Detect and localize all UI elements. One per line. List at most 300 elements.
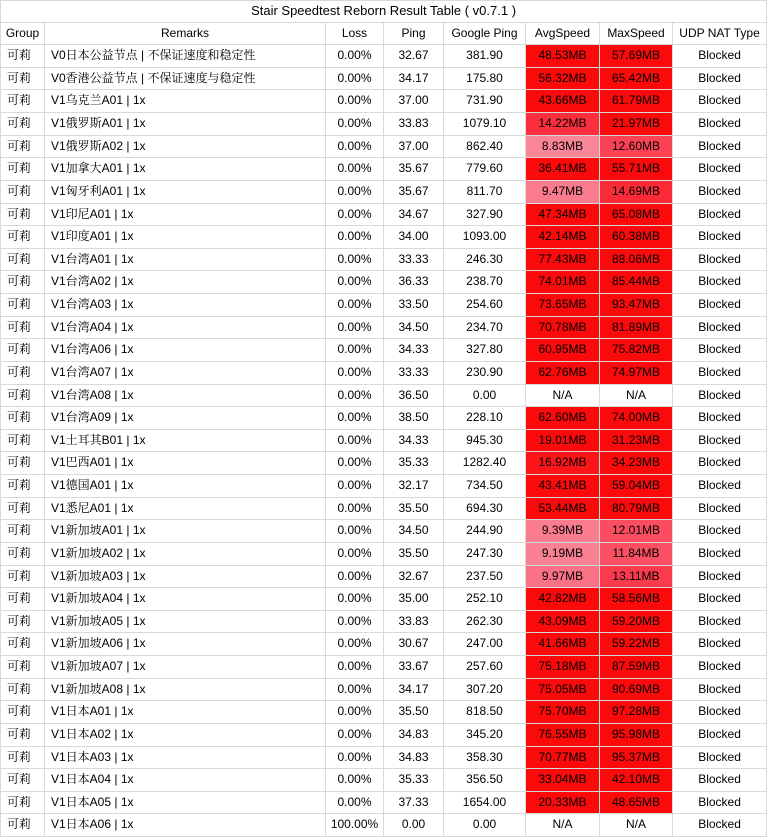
cell-loss: 0.00% — [326, 588, 384, 611]
cell-remarks: V1日本A06 | 1x — [45, 814, 326, 837]
cell-google_ping: 246.30 — [444, 248, 526, 271]
cell-google_ping: 1093.00 — [444, 226, 526, 249]
cell-group: 可莉 — [1, 814, 45, 837]
table-row — [1, 67, 767, 90]
col-header-loss: Loss — [326, 22, 384, 45]
cell-udp_nat_type: Blocked — [673, 158, 767, 181]
cell-loss: 0.00% — [326, 701, 384, 724]
cell-udp_nat_type: Blocked — [673, 316, 767, 339]
cell-ping: 33.67 — [384, 656, 444, 679]
table-row — [1, 407, 767, 430]
cell-max_speed: N/A — [600, 814, 673, 837]
cell-max_speed: 12.01MB — [600, 520, 673, 543]
cell-ping: 37.00 — [384, 90, 444, 113]
cell-google_ping: 238.70 — [444, 271, 526, 294]
cell-loss: 0.00% — [326, 678, 384, 701]
cell-group: 可莉 — [1, 271, 45, 294]
cell-udp_nat_type: Blocked — [673, 814, 767, 837]
cell-avg_speed: 74.01MB — [526, 271, 600, 294]
cell-remarks: V1新加坡A02 | 1x — [45, 542, 326, 565]
cell-group: 可莉 — [1, 633, 45, 656]
cell-loss: 0.00% — [326, 475, 384, 498]
cell-loss: 0.00% — [326, 294, 384, 317]
cell-avg_speed: 62.60MB — [526, 407, 600, 430]
cell-ping: 35.50 — [384, 542, 444, 565]
cell-avg_speed: 36.41MB — [526, 158, 600, 181]
cell-loss: 0.00% — [326, 135, 384, 158]
table-row — [1, 180, 767, 203]
cell-ping: 34.17 — [384, 678, 444, 701]
cell-remarks: V1台湾A09 | 1x — [45, 407, 326, 430]
cell-group: 可莉 — [1, 113, 45, 136]
cell-group: 可莉 — [1, 769, 45, 792]
cell-ping: 35.67 — [384, 180, 444, 203]
cell-remarks: V1巴西A01 | 1x — [45, 452, 326, 475]
cell-google_ping: 244.90 — [444, 520, 526, 543]
table-row — [1, 113, 767, 136]
cell-loss: 0.00% — [326, 45, 384, 68]
title-row — [1, 1, 767, 23]
cell-avg_speed: 43.09MB — [526, 610, 600, 633]
cell-max_speed: 11.84MB — [600, 542, 673, 565]
cell-group: 可莉 — [1, 565, 45, 588]
cell-udp_nat_type: Blocked — [673, 407, 767, 430]
table-row — [1, 791, 767, 814]
cell-ping: 36.33 — [384, 271, 444, 294]
cell-remarks: V1新加坡A04 | 1x — [45, 588, 326, 611]
cell-group: 可莉 — [1, 723, 45, 746]
cell-udp_nat_type: Blocked — [673, 67, 767, 90]
cell-udp_nat_type: Blocked — [673, 610, 767, 633]
cell-max_speed: 34.23MB — [600, 452, 673, 475]
table-row — [1, 226, 767, 249]
cell-group: 可莉 — [1, 180, 45, 203]
cell-max_speed: 95.98MB — [600, 723, 673, 746]
cell-google_ping: 731.90 — [444, 90, 526, 113]
cell-ping: 34.00 — [384, 226, 444, 249]
cell-ping: 32.67 — [384, 565, 444, 588]
cell-ping: 35.00 — [384, 588, 444, 611]
table-row — [1, 158, 767, 181]
cell-ping: 32.17 — [384, 475, 444, 498]
cell-google_ping: 0.00 — [444, 814, 526, 837]
cell-ping: 34.83 — [384, 746, 444, 769]
cell-ping: 0.00 — [384, 814, 444, 837]
cell-ping: 34.83 — [384, 723, 444, 746]
cell-loss: 0.00% — [326, 226, 384, 249]
table-row — [1, 475, 767, 498]
cell-google_ping: 734.50 — [444, 475, 526, 498]
cell-group: 可莉 — [1, 475, 45, 498]
cell-remarks: V1新加坡A01 | 1x — [45, 520, 326, 543]
cell-google_ping: 0.00 — [444, 384, 526, 407]
cell-udp_nat_type: Blocked — [673, 723, 767, 746]
col-header-avg_speed: AvgSpeed — [526, 22, 600, 45]
cell-google_ping: 262.30 — [444, 610, 526, 633]
cell-loss: 0.00% — [326, 361, 384, 384]
cell-group: 可莉 — [1, 294, 45, 317]
cell-max_speed: 65.42MB — [600, 67, 673, 90]
table-row — [1, 90, 767, 113]
cell-group: 可莉 — [1, 384, 45, 407]
cell-group: 可莉 — [1, 701, 45, 724]
col-header-udp_nat_type: UDP NAT Type — [673, 22, 767, 45]
cell-loss: 0.00% — [326, 520, 384, 543]
header-row — [1, 22, 767, 45]
table-row — [1, 135, 767, 158]
cell-udp_nat_type: Blocked — [673, 429, 767, 452]
cell-remarks: V1印度A01 | 1x — [45, 226, 326, 249]
cell-google_ping: 230.90 — [444, 361, 526, 384]
cell-loss: 0.00% — [326, 316, 384, 339]
cell-remarks: V1土耳其B01 | 1x — [45, 429, 326, 452]
table-row — [1, 384, 767, 407]
cell-google_ping: 327.80 — [444, 339, 526, 362]
cell-loss: 0.00% — [326, 746, 384, 769]
cell-udp_nat_type: Blocked — [673, 113, 767, 136]
cell-remarks: V1新加坡A06 | 1x — [45, 633, 326, 656]
table-row — [1, 746, 767, 769]
cell-ping: 33.83 — [384, 113, 444, 136]
cell-avg_speed: 42.14MB — [526, 226, 600, 249]
cell-max_speed: 59.22MB — [600, 633, 673, 656]
cell-avg_speed: 8.83MB — [526, 135, 600, 158]
cell-ping: 36.50 — [384, 384, 444, 407]
table-row — [1, 610, 767, 633]
cell-avg_speed: N/A — [526, 814, 600, 837]
table-row — [1, 294, 767, 317]
cell-remarks: V1新加坡A03 | 1x — [45, 565, 326, 588]
cell-loss: 0.00% — [326, 203, 384, 226]
cell-avg_speed: 16.92MB — [526, 452, 600, 475]
table-row — [1, 203, 767, 226]
cell-remarks: V1台湾A02 | 1x — [45, 271, 326, 294]
cell-ping: 34.33 — [384, 339, 444, 362]
cell-remarks: V1日本A03 | 1x — [45, 746, 326, 769]
cell-loss: 0.00% — [326, 248, 384, 271]
cell-avg_speed: N/A — [526, 384, 600, 407]
cell-ping: 35.50 — [384, 497, 444, 520]
cell-udp_nat_type: Blocked — [673, 588, 767, 611]
cell-group: 可莉 — [1, 497, 45, 520]
cell-ping: 35.50 — [384, 701, 444, 724]
cell-udp_nat_type: Blocked — [673, 678, 767, 701]
cell-group: 可莉 — [1, 656, 45, 679]
cell-max_speed: 61.79MB — [600, 90, 673, 113]
cell-avg_speed: 41.66MB — [526, 633, 600, 656]
cell-avg_speed: 70.78MB — [526, 316, 600, 339]
cell-max_speed: 88.06MB — [600, 248, 673, 271]
table-row — [1, 701, 767, 724]
cell-google_ping: 228.10 — [444, 407, 526, 430]
cell-max_speed: 93.47MB — [600, 294, 673, 317]
cell-avg_speed: 43.66MB — [526, 90, 600, 113]
cell-google_ping: 1079.10 — [444, 113, 526, 136]
cell-udp_nat_type: Blocked — [673, 475, 767, 498]
table-row — [1, 723, 767, 746]
cell-group: 可莉 — [1, 135, 45, 158]
cell-avg_speed: 56.32MB — [526, 67, 600, 90]
table-row — [1, 633, 767, 656]
cell-google_ping: 358.30 — [444, 746, 526, 769]
table-row — [1, 814, 767, 837]
cell-avg_speed: 47.34MB — [526, 203, 600, 226]
cell-remarks: V1悉尼A01 | 1x — [45, 497, 326, 520]
table-row — [1, 361, 767, 384]
table-row — [1, 565, 767, 588]
cell-udp_nat_type: Blocked — [673, 180, 767, 203]
cell-ping: 33.33 — [384, 361, 444, 384]
cell-avg_speed: 20.33MB — [526, 791, 600, 814]
cell-avg_speed: 60.95MB — [526, 339, 600, 362]
cell-loss: 0.00% — [326, 158, 384, 181]
cell-udp_nat_type: Blocked — [673, 45, 767, 68]
cell-google_ping: 862.40 — [444, 135, 526, 158]
cell-max_speed: 74.97MB — [600, 361, 673, 384]
cell-remarks: V1新加坡A05 | 1x — [45, 610, 326, 633]
cell-max_speed: 85.44MB — [600, 271, 673, 294]
cell-remarks: V0日本公益节点 | 不保证速度和稳定性 — [45, 45, 326, 68]
cell-group: 可莉 — [1, 429, 45, 452]
table-row — [1, 656, 767, 679]
cell-remarks: V1台湾A08 | 1x — [45, 384, 326, 407]
table-row — [1, 497, 767, 520]
cell-udp_nat_type: Blocked — [673, 520, 767, 543]
cell-max_speed: 75.82MB — [600, 339, 673, 362]
cell-google_ping: 247.30 — [444, 542, 526, 565]
cell-group: 可莉 — [1, 407, 45, 430]
cell-ping: 37.33 — [384, 791, 444, 814]
cell-ping: 33.83 — [384, 610, 444, 633]
cell-max_speed: 60.38MB — [600, 226, 673, 249]
cell-google_ping: 1282.40 — [444, 452, 526, 475]
table-row — [1, 520, 767, 543]
cell-remarks: V1俄罗斯A01 | 1x — [45, 113, 326, 136]
cell-ping: 33.33 — [384, 248, 444, 271]
cell-google_ping: 694.30 — [444, 497, 526, 520]
cell-group: 可莉 — [1, 226, 45, 249]
cell-remarks: V1日本A05 | 1x — [45, 791, 326, 814]
cell-max_speed: 13.11MB — [600, 565, 673, 588]
cell-loss: 0.00% — [326, 610, 384, 633]
cell-remarks: V1台湾A07 | 1x — [45, 361, 326, 384]
cell-avg_speed: 9.19MB — [526, 542, 600, 565]
table-row — [1, 316, 767, 339]
cell-avg_speed: 75.05MB — [526, 678, 600, 701]
cell-ping: 33.50 — [384, 294, 444, 317]
cell-udp_nat_type: Blocked — [673, 226, 767, 249]
cell-group: 可莉 — [1, 520, 45, 543]
cell-udp_nat_type: Blocked — [673, 339, 767, 362]
cell-google_ping: 257.60 — [444, 656, 526, 679]
table-row — [1, 339, 767, 362]
cell-ping: 34.67 — [384, 203, 444, 226]
cell-max_speed: 80.79MB — [600, 497, 673, 520]
cell-avg_speed: 42.82MB — [526, 588, 600, 611]
cell-avg_speed: 9.97MB — [526, 565, 600, 588]
cell-remarks: V1乌克兰A01 | 1x — [45, 90, 326, 113]
cell-max_speed: 31.23MB — [600, 429, 673, 452]
cell-loss: 0.00% — [326, 90, 384, 113]
cell-loss: 0.00% — [326, 113, 384, 136]
cell-avg_speed: 76.55MB — [526, 723, 600, 746]
cell-ping: 34.50 — [384, 520, 444, 543]
cell-remarks: V1台湾A06 | 1x — [45, 339, 326, 362]
cell-avg_speed: 75.18MB — [526, 656, 600, 679]
cell-max_speed: 87.59MB — [600, 656, 673, 679]
cell-google_ping: 356.50 — [444, 769, 526, 792]
table-row — [1, 678, 767, 701]
cell-google_ping: 818.50 — [444, 701, 526, 724]
table-row — [1, 452, 767, 475]
cell-google_ping: 254.60 — [444, 294, 526, 317]
cell-ping: 30.67 — [384, 633, 444, 656]
cell-max_speed: 74.00MB — [600, 407, 673, 430]
cell-ping: 32.67 — [384, 45, 444, 68]
cell-avg_speed: 53.44MB — [526, 497, 600, 520]
cell-google_ping: 175.80 — [444, 67, 526, 90]
cell-loss: 0.00% — [326, 180, 384, 203]
cell-ping: 34.17 — [384, 67, 444, 90]
cell-ping: 37.00 — [384, 135, 444, 158]
table-title: Stair Speedtest Reborn Result Table ( v0.7.1 ) — [1, 1, 767, 23]
cell-avg_speed: 62.76MB — [526, 361, 600, 384]
table-row — [1, 429, 767, 452]
cell-max_speed: 65.08MB — [600, 203, 673, 226]
col-header-remarks: Remarks — [45, 22, 326, 45]
col-header-ping: Ping — [384, 22, 444, 45]
cell-remarks: V1加拿大A01 | 1x — [45, 158, 326, 181]
cell-group: 可莉 — [1, 67, 45, 90]
cell-google_ping: 252.10 — [444, 588, 526, 611]
cell-loss: 0.00% — [326, 429, 384, 452]
table-row — [1, 45, 767, 68]
cell-avg_speed: 73.65MB — [526, 294, 600, 317]
cell-remarks: V0香港公益节点 | 不保证速度与稳定性 — [45, 67, 326, 90]
cell-google_ping: 307.20 — [444, 678, 526, 701]
cell-group: 可莉 — [1, 158, 45, 181]
cell-udp_nat_type: Blocked — [673, 203, 767, 226]
cell-max_speed: 59.20MB — [600, 610, 673, 633]
cell-udp_nat_type: Blocked — [673, 452, 767, 475]
cell-avg_speed: 33.04MB — [526, 769, 600, 792]
cell-google_ping: 811.70 — [444, 180, 526, 203]
cell-max_speed: 12.60MB — [600, 135, 673, 158]
table-row — [1, 588, 767, 611]
cell-remarks: V1匈牙利A01 | 1x — [45, 180, 326, 203]
cell-loss: 0.00% — [326, 339, 384, 362]
cell-udp_nat_type: Blocked — [673, 791, 767, 814]
cell-remarks: V1印尼A01 | 1x — [45, 203, 326, 226]
cell-group: 可莉 — [1, 746, 45, 769]
cell-udp_nat_type: Blocked — [673, 633, 767, 656]
cell-google_ping: 247.00 — [444, 633, 526, 656]
cell-group: 可莉 — [1, 678, 45, 701]
cell-loss: 0.00% — [326, 769, 384, 792]
cell-udp_nat_type: Blocked — [673, 90, 767, 113]
cell-max_speed: N/A — [600, 384, 673, 407]
cell-group: 可莉 — [1, 791, 45, 814]
cell-loss: 0.00% — [326, 565, 384, 588]
cell-remarks: V1新加坡A07 | 1x — [45, 656, 326, 679]
cell-remarks: V1俄罗斯A02 | 1x — [45, 135, 326, 158]
cell-remarks: V1台湾A04 | 1x — [45, 316, 326, 339]
cell-group: 可莉 — [1, 316, 45, 339]
cell-udp_nat_type: Blocked — [673, 497, 767, 520]
cell-udp_nat_type: Blocked — [673, 361, 767, 384]
cell-remarks: V1日本A04 | 1x — [45, 769, 326, 792]
cell-ping: 35.33 — [384, 769, 444, 792]
cell-remarks: V1台湾A01 | 1x — [45, 248, 326, 271]
cell-max_speed: 58.56MB — [600, 588, 673, 611]
col-header-group: Group — [1, 22, 45, 45]
table-row — [1, 542, 767, 565]
cell-google_ping: 327.90 — [444, 203, 526, 226]
cell-max_speed: 59.04MB — [600, 475, 673, 498]
cell-max_speed: 21.97MB — [600, 113, 673, 136]
cell-max_speed: 55.71MB — [600, 158, 673, 181]
cell-google_ping: 1654.00 — [444, 791, 526, 814]
table-row — [1, 271, 767, 294]
cell-group: 可莉 — [1, 452, 45, 475]
cell-ping: 35.33 — [384, 452, 444, 475]
cell-google_ping: 381.90 — [444, 45, 526, 68]
cell-group: 可莉 — [1, 203, 45, 226]
cell-loss: 0.00% — [326, 271, 384, 294]
cell-group: 可莉 — [1, 610, 45, 633]
cell-avg_speed: 19.01MB — [526, 429, 600, 452]
cell-google_ping: 234.70 — [444, 316, 526, 339]
cell-loss: 0.00% — [326, 542, 384, 565]
cell-udp_nat_type: Blocked — [673, 248, 767, 271]
cell-max_speed: 48.65MB — [600, 791, 673, 814]
cell-loss: 0.00% — [326, 633, 384, 656]
cell-udp_nat_type: Blocked — [673, 769, 767, 792]
cell-udp_nat_type: Blocked — [673, 271, 767, 294]
cell-group: 可莉 — [1, 248, 45, 271]
cell-loss: 0.00% — [326, 497, 384, 520]
table-row — [1, 248, 767, 271]
cell-loss: 0.00% — [326, 791, 384, 814]
cell-max_speed: 81.89MB — [600, 316, 673, 339]
table-row — [1, 769, 767, 792]
cell-avg_speed: 77.43MB — [526, 248, 600, 271]
cell-group: 可莉 — [1, 90, 45, 113]
cell-group: 可莉 — [1, 361, 45, 384]
cell-loss: 0.00% — [326, 384, 384, 407]
cell-group: 可莉 — [1, 588, 45, 611]
cell-ping: 35.67 — [384, 158, 444, 181]
cell-google_ping: 779.60 — [444, 158, 526, 181]
cell-avg_speed: 70.77MB — [526, 746, 600, 769]
cell-remarks: V1台湾A03 | 1x — [45, 294, 326, 317]
cell-max_speed: 95.37MB — [600, 746, 673, 769]
cell-udp_nat_type: Blocked — [673, 565, 767, 588]
cell-udp_nat_type: Blocked — [673, 294, 767, 317]
cell-google_ping: 345.20 — [444, 723, 526, 746]
cell-max_speed: 42.10MB — [600, 769, 673, 792]
cell-loss: 0.00% — [326, 407, 384, 430]
cell-udp_nat_type: Blocked — [673, 135, 767, 158]
cell-loss: 0.00% — [326, 67, 384, 90]
cell-remarks: V1德国A01 | 1x — [45, 475, 326, 498]
cell-avg_speed: 75.70MB — [526, 701, 600, 724]
cell-remarks: V1日本A02 | 1x — [45, 723, 326, 746]
cell-udp_nat_type: Blocked — [673, 746, 767, 769]
cell-udp_nat_type: Blocked — [673, 701, 767, 724]
cell-max_speed: 14.69MB — [600, 180, 673, 203]
cell-avg_speed: 14.22MB — [526, 113, 600, 136]
